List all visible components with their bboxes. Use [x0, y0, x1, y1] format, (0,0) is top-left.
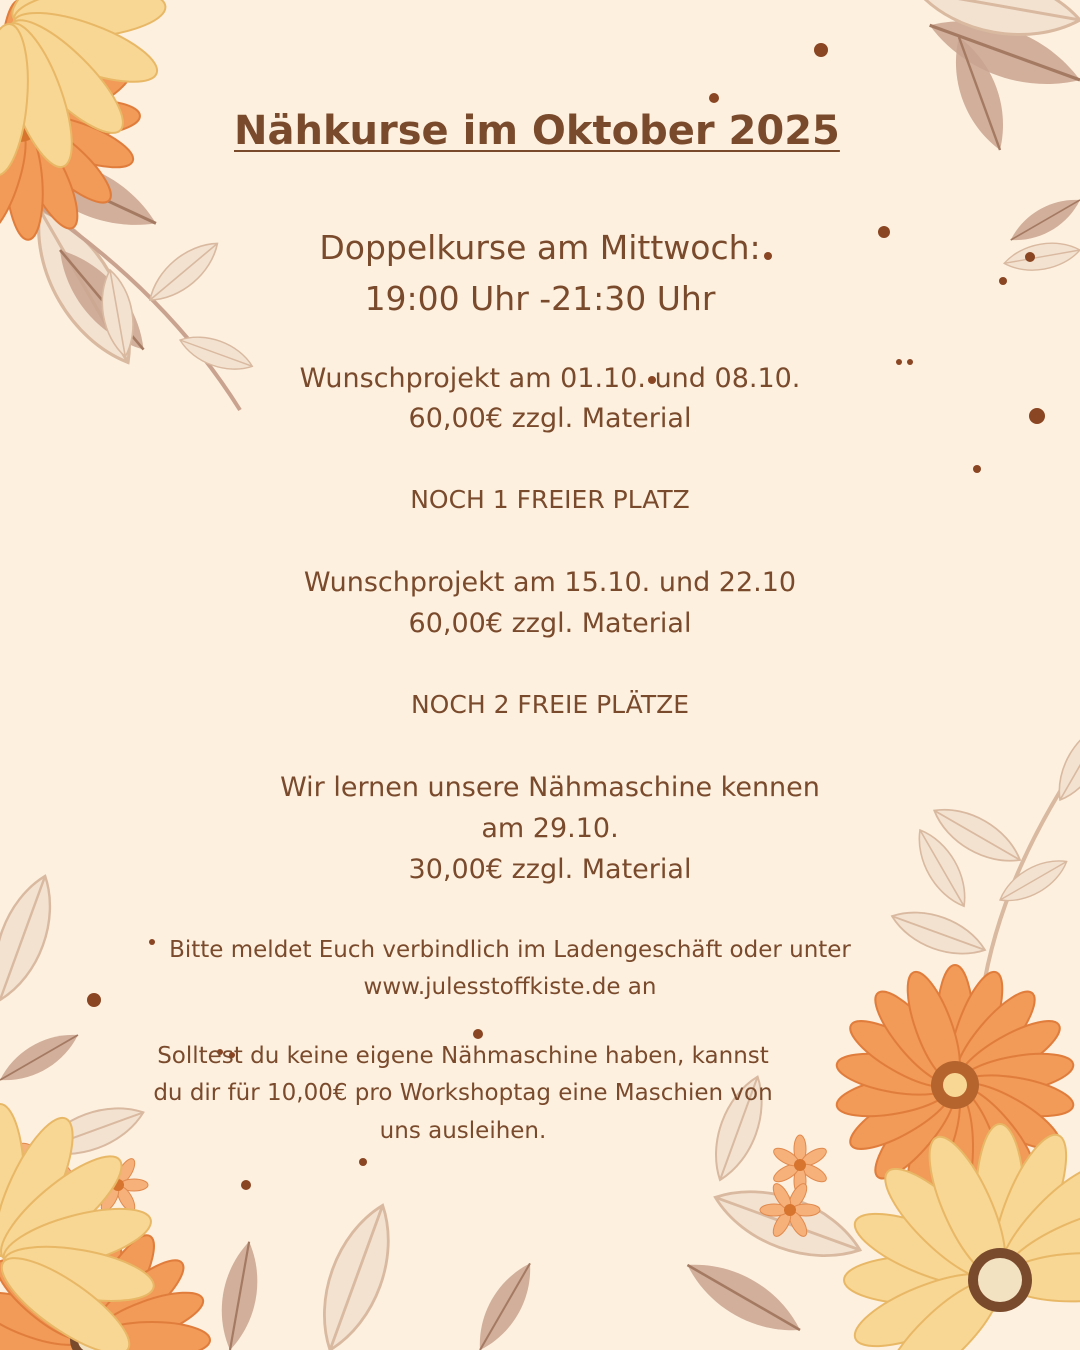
course-2-price: 60,00€ zzgl. Material [408, 608, 692, 639]
course-3-date: am 29.10. [481, 813, 619, 844]
registration-url: www.julesstoffkiste.de an [363, 974, 657, 1000]
schedule-time: 19:00 Uhr -21:30 Uhr [364, 279, 716, 318]
rental-line-1: Solltest du keine eigene Nähmaschine haben, kannst [157, 1043, 769, 1069]
course-3-price: 30,00€ zzgl. Material [408, 854, 692, 885]
course-3-title: Wir lernen unsere Nähmaschine kennen [280, 772, 820, 803]
top-right-leaves [913, 0, 1080, 276]
course-1-dates: Wunschprojekt am 01.10. und 08.10. [299, 363, 801, 394]
course-1-availability: NOCH 1 FREIER PLATZ [410, 485, 690, 514]
bottom-right-flowers [678, 965, 1080, 1350]
page-title: Nähkurse im Oktober 2025 [234, 108, 840, 154]
registration-line-1: Bitte meldet Euch verbindlich im Ladengeschäft oder unter [169, 937, 851, 963]
rental-line-3: uns ausleihen. [379, 1118, 547, 1144]
rental-line-2: du dir für 10,00€ pro Workshoptag eine Maschien von [153, 1080, 773, 1106]
top-left-flowers [0, 0, 257, 410]
schedule-heading: Doppelkurse am Mittwoch: [319, 228, 761, 267]
course-1-price: 60,00€ zzgl. Material [408, 403, 692, 434]
course-2-availability: NOCH 2 FREIE PLÄTZE [410, 690, 690, 719]
course-2-dates: Wunschprojekt am 15.10. und 22.10 [303, 567, 797, 598]
right-branch [886, 717, 1080, 1010]
